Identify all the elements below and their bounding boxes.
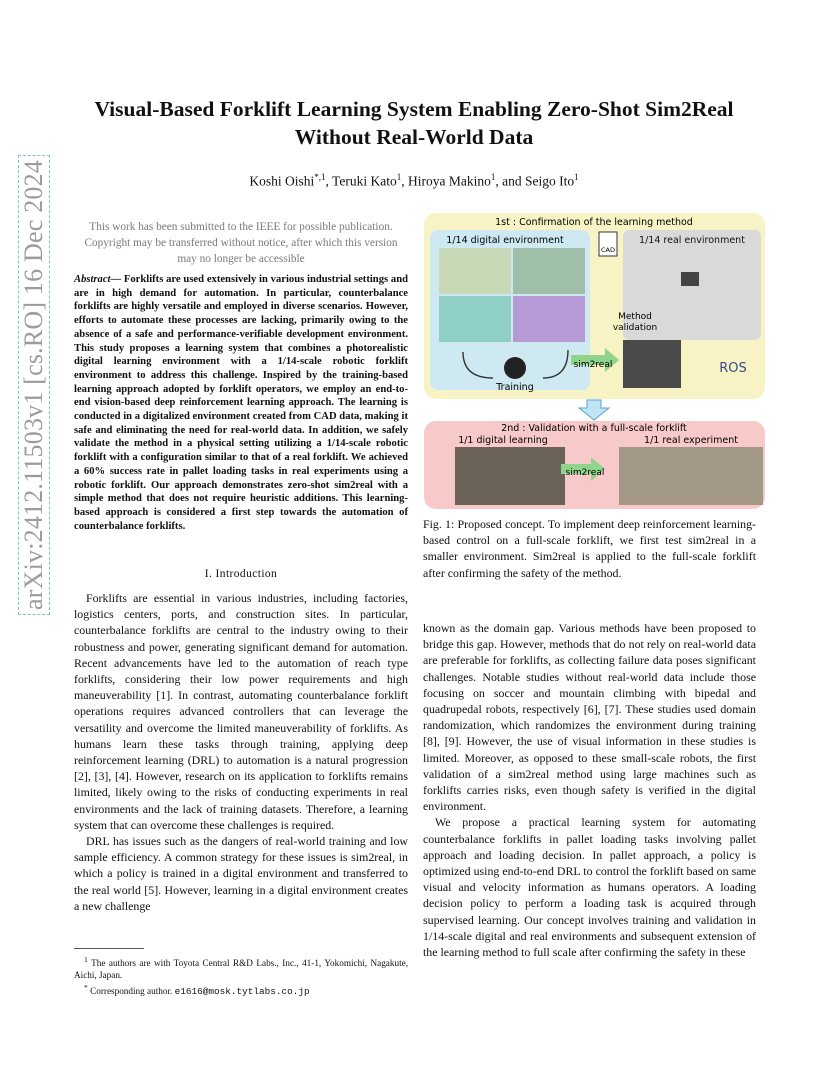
abstract <box>74 273 408 533</box>
right-column-body <box>423 620 756 960</box>
author-name: , Teruki Kato <box>325 173 397 189</box>
down-arrow-icon <box>579 400 609 420</box>
mini-forklift-image <box>681 272 699 286</box>
brain-icon <box>504 357 526 379</box>
body-paragraph: Forklifts are essential in various industries, including factories, logistics centers, ports, and construction sites. In particular, counterbalance forklifts are central to the industry owing to their robustness and power, generating significant demand for automation. Recent advancements have led to the automation of reach type forklifts, considering their low power requirements and high maneuverability [1]. In contrast, automating counterbalance forklift operations requires advanced controllers that can leverage the versatility and overcome the limited maneuverability of forklifts. As humans learn these tasks through training, applying deep reinforcement learning (DRL) to automation is a natural progression [2], [3], [4]. However, research on its application to forklifts remains limited, likely owing to the risks of conducting experiments in real environments and the lack of training datasets. Therefore, a learning system that can overcome these challenges is required. <box>74 591 408 832</box>
real-env-label: 1/14 real environment <box>639 235 745 246</box>
sim-image <box>439 248 511 294</box>
stage1-title: 1st : Confirmation of the learning method <box>495 217 693 228</box>
cad-label: CAD <box>601 246 615 254</box>
author-name: , Hiroya Makino <box>401 173 491 189</box>
method-validation-label: Method <box>618 312 652 322</box>
footnotes <box>74 954 408 998</box>
paper-title: Visual-Based Forklift Learning System Enabling Zero-Shot Sim2Real Without Real-World Data <box>94 97 734 149</box>
body-paragraph: known as the domain gap. Various methods have been proposed to bridge this gap. However, methods that do not rely on real-world data are preferable for forklifts, as collecting failure data poses significant challenges. Notable studies without real-world data include those focusing on soccer and mountain climbing with bipedal and quadrupedal robots, respectively [6], [7]. These studies used domain randomization, which randomizes the environment during training [8], [9]. However, the use of visual information in these studies is limited. Moreover, as opposed to these small-scale robots, the first validation of a sim2real method using large machines such as forklifts carries risks, even though safety is verified in the digital environment. <box>423 621 756 814</box>
left-column-body <box>74 590 408 914</box>
author-name: Koshi Oishi <box>249 173 315 189</box>
footnote-text: Corresponding author. <box>87 985 175 996</box>
author-name: , and Seigo Ito <box>495 173 575 189</box>
concept-figure <box>423 212 766 510</box>
robot-image <box>623 340 681 388</box>
ieee-notice: This work has been submitted to the IEEE for possible publication. Copyright may be transferred without notice, after which this version may no longer be accessible <box>84 221 398 265</box>
digital-env-label: 1/14 digital environment <box>446 235 564 246</box>
sim2real-label: sim2real <box>573 360 613 370</box>
affiliation-mark: 1 <box>396 172 402 182</box>
section-heading: I. Introduction <box>204 568 278 580</box>
affiliation-mark: 1 <box>490 172 496 182</box>
sim-image <box>513 248 585 294</box>
body-paragraph: DRL has issues such as the dangers of real-world training and low sample efficiency. A common strategy for these issues is sim2real, in which a policy is trained in a digital environment and transferred to the real world [5]. However, learning in a digital environment creates a new challenge <box>74 834 408 913</box>
method-validation-label: validation <box>612 323 658 333</box>
sim-image <box>513 296 585 342</box>
footnote-corresponding <box>74 982 408 998</box>
affiliation-mark: *,1 <box>314 172 326 182</box>
abstract-label: Abstract <box>74 274 111 285</box>
figure-caption: Fig. 1: Proposed concept. To implement deep reinforcement learning-based control on a full-scale forklift, we first test sim2real in a smaller environment. Sim2real is applied to the full-scale forklift after confirming the safety of the method. <box>423 517 756 580</box>
arxiv-stamp[interactable]: arXiv:2412.11503v1 [cs.RO] 16 Dec 2024 <box>18 155 50 615</box>
warehouse-real-image <box>619 447 763 505</box>
footnote-mark: 1 <box>84 955 88 964</box>
footnote-text: The authors are with Toyota Central R&D Labs., Inc., 41-1, Yokomichi, Nagakute, Aichi, Japan. <box>74 958 408 980</box>
warehouse-sim-image <box>455 447 565 505</box>
digital-learning-label: 1/1 digital learning <box>458 435 548 446</box>
footnote-divider <box>74 948 144 949</box>
author-list <box>60 172 768 190</box>
ros-logo: ROS <box>719 361 747 376</box>
real-experiment-label: 1/1 real experiment <box>644 435 738 446</box>
footnote-mark: * <box>84 982 88 992</box>
affiliation-mark: 1 <box>574 172 579 182</box>
body-paragraph: We propose a practical learning system for automating counterbalance forklifts in pallet loading tasks involving pallet approach and loading decision. In pallet approach, a policy is optimized using end-to-end DRL to control the forklift based on same visual and velocity information as humans operators. A loading decision policy to perform a loading task is acquired through supervised learning. Our concept involves training and validation in 1/14-scale digital and real environments and subsequent extension of the learning method to full scale after confirming the safety in these <box>423 815 756 960</box>
training-label: Training <box>496 382 534 393</box>
sim-image <box>439 296 511 342</box>
email-link[interactable]: e1616@mosk.tytlabs.co.jp <box>174 985 310 997</box>
stage2-title: 2nd : Validation with a full-scale forklift <box>501 423 687 434</box>
footnote-affiliation <box>74 954 408 982</box>
sim2real-label: sim2real <box>565 468 605 478</box>
abstract-text: — Forklifts are used extensively in various industrial settings and are in high demand for automation. In particular, counterbalance forklifts are highly versatile and employed in diverse scenarios. However, efforts to automate these processes are lacking, primarily owing to the absence of a safe and performance-verifiable development environment. This study proposes a learning system that combines a photorealistic digital learning environment with a 1/14-scale robotic forklift environment to address this challenge. Inspired by the training-based learning approach adopted by forklift operators, we employ an end-to-end vision-based deep reinforcement learning approach. The learning is conducted in a digitalized environment created from CAD data, making it safe and eliminating the need for real-world data. In addition, we safely validate the method in a physical setting utilizing a 1/14-scale robotic forklift with a configuration similar to that of a real forklift. We achieved a 60% success rate in pallet loading tasks in real experiments using a robotic forklift. Our approach demonstrates zero-shot sim2real with a simple method that does not require heuristic additions. This learning-based approach is considered a first step towards the automation of counterbalance forklifts. <box>74 274 408 532</box>
